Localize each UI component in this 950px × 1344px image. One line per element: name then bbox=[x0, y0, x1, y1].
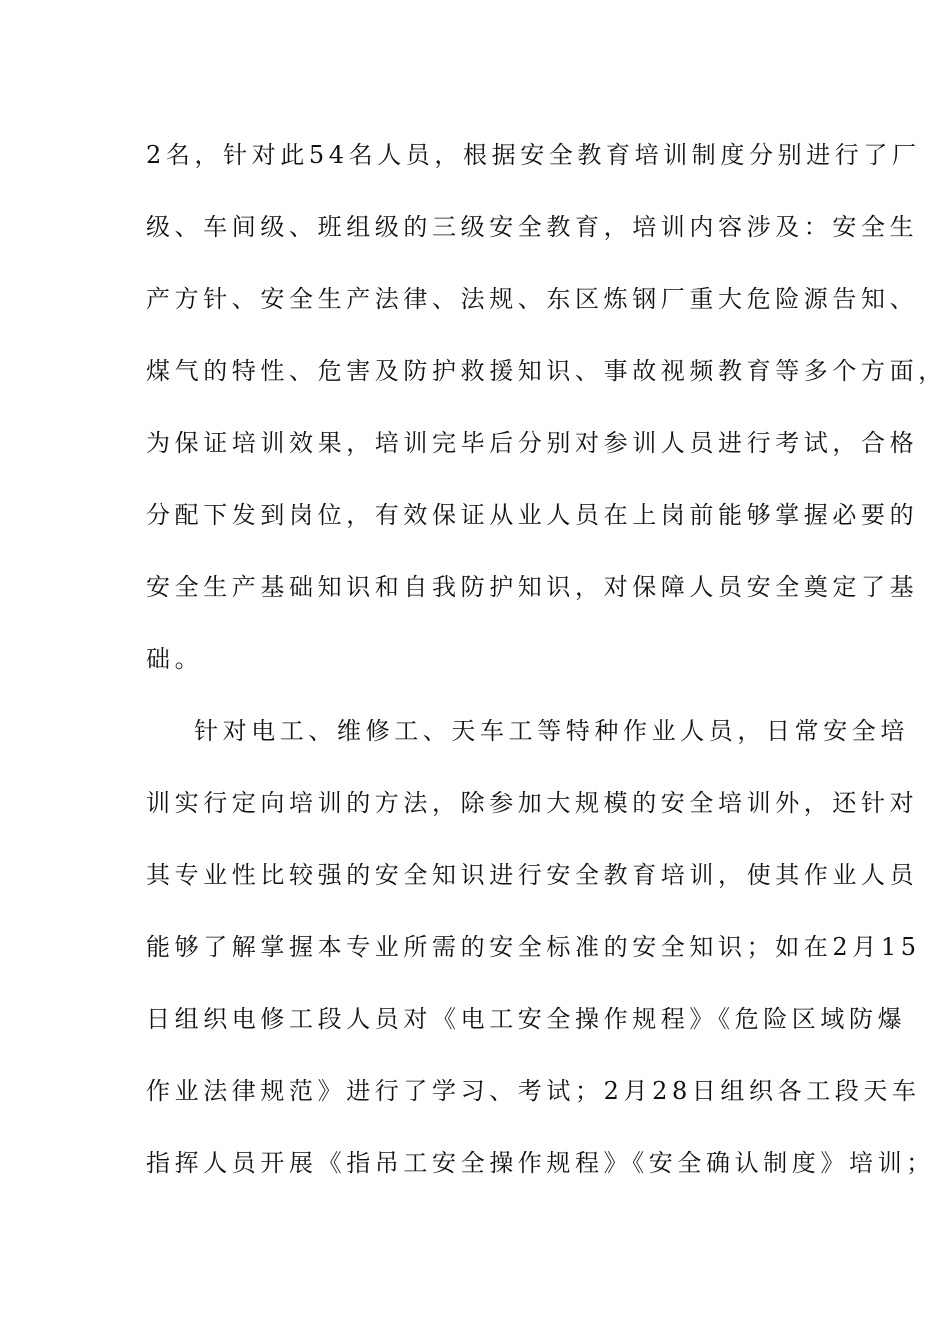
paragraph-line: 级、车间级、班组级的三级安全教育，培训内容涉及：安全生 bbox=[146, 213, 919, 241]
paragraph-line: 安全生产基础知识和自我防护知识，对保障人员安全奠定了基 bbox=[146, 573, 919, 601]
paragraph-line: 日组织电修工段人员对《电工安全操作规程》《危险区域防爆 bbox=[146, 1005, 907, 1033]
paragraph-line: 础。 bbox=[146, 645, 204, 673]
paragraph-line: 其专业性比较强的安全知识进行安全教育培训，使其作业人员 bbox=[146, 861, 919, 889]
paragraph-line: 产方针、安全生产法律、法规、东区炼钢厂重大危险源告知、 bbox=[146, 285, 919, 313]
paragraph-line: 训实行定向培训的方法，除参加大规模的安全培训外，还针对 bbox=[146, 789, 919, 817]
paragraph-line: 为保证培训效果，培训完毕后分别对参训人员进行考试，合格 bbox=[146, 429, 919, 457]
paragraph-line: 分配下发到岗位，有效保证从业人员在上岗前能够掌握必要的 bbox=[146, 501, 919, 529]
paragraph-line: 煤气的特性、危害及防护救援知识、事故视频教育等多个方面， bbox=[146, 357, 947, 385]
paragraph-line: 作业法律规范》进行了学习、考试；2月28日组织各工段天车 bbox=[146, 1077, 921, 1105]
paragraph-line: 2名，针对此54名人员，根据安全教育培训制度分别进行了厂 bbox=[146, 141, 921, 169]
paragraph-line: 指挥人员开展《指吊工安全操作规程》《安全确认制度》培训； bbox=[146, 1149, 935, 1177]
paragraph-line: 能够了解掌握本专业所需的安全标准的安全知识；如在2月15 bbox=[146, 933, 921, 961]
paragraph-line: 针对电工、维修工、天车工等特种作业人员，日常安全培 bbox=[194, 717, 909, 745]
